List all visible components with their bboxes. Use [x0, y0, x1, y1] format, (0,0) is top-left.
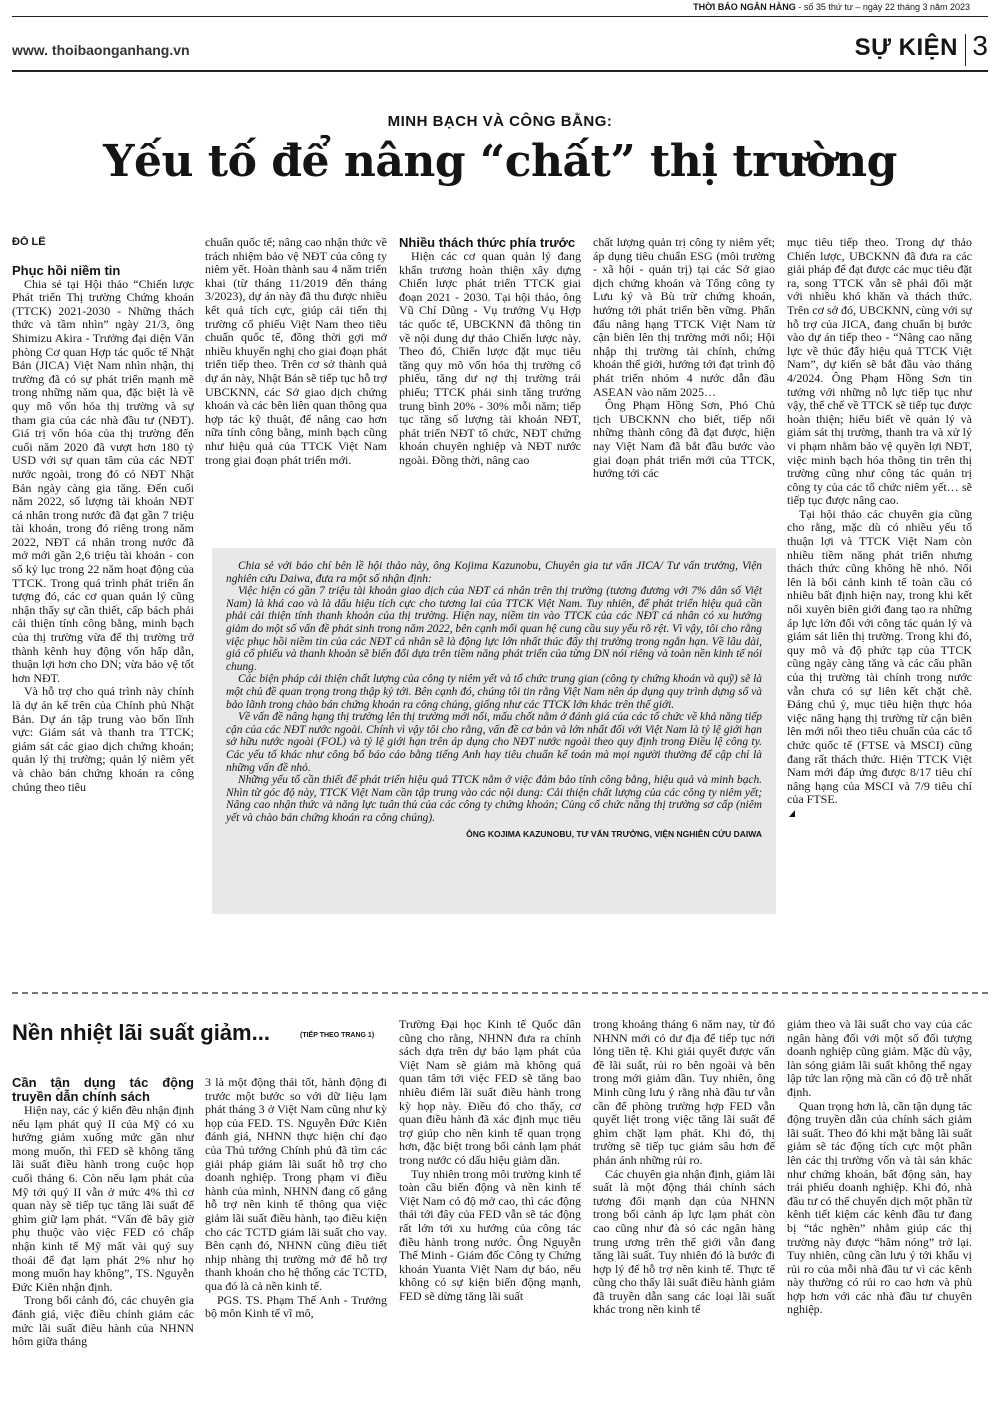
- paragraph: Các chuyên gia nhận định, giảm lãi suất là một động thái chính sách tương đối mạnh dạn của NHNN trong bối cảnh áp lực lạm phát còn cao cũng như đà só các ngân hàng trung ương trên thế giới vẫn đang tăng lãi suất. Tuy nhiên đó là bước đi hợp lý để hỗ trợ nền kinh tế. Thực tế cũng cho thấy lãi suất điều hành giảm đã truyền dẫn sang các loại lãi suất khác trong nền kinh tế: [593, 1166, 775, 1317]
- paragraph: Ông Phạm Hồng Sơn, Phó Chủ tịch UBCKNN cho biết, tiếp nối những thành công đã đạt được, hiện nay Việt Nam đã bắt đầu bước vào giai đoạn phát triển mới của TTCK, hướng tới các: [593, 398, 775, 481]
- article-kicker: MINH BẠCH VÀ CÔNG BẰNG:: [387, 113, 613, 130]
- paragraph: Quan trọng hơn là, cần tận dụng tác động truyền dẫn của chính sách giảm lãi suất. Theo đó khi mặt bằng lãi suất giảm sẽ tác động tích cực một phần lên các thị trường vốn và tài sản khác như chứng khoán, bất động sản, hay trái phiếu doanh nghiệp. Khi đó, nhà đầu tư có thể chuyển dịch một phần từ kênh tiết kiệm các kênh đầu tư đang bị “tắc nghẽn” nhằm giúp các thị trường này được “hâm nóng” trở lại. Tuy nhiên, cũng cần lưu ý tới khẩu vị rủi ro của mỗi nhà đầu tư vì các kênh này thường có rủi ro cao hơn và phù hợp hơn với các nhà đầu tư chuyên nghiệp.: [787, 1098, 972, 1317]
- end-mark-icon: [789, 810, 795, 817]
- article-divider: [12, 992, 988, 994]
- continued-label: (TIẾP THEO TRANG 1): [300, 1032, 375, 1039]
- paragraph: Hiện các cơ quan quản lý đang khẩn trương hoàn thiện xây dựng Chiến lược phát triển TTCK giai đoạn 2021 - 2030. Tại hội thảo, ông Vũ Chí Dũng - Vụ trưởng Vụ Hợp tác quốc tế, UBCKNN đã thông tin về nội dung dự thảo Chiến lược này. Theo đó, Chiến lược đặt mục tiêu tăng quy mô vốn hóa thị trường cổ phiếu, tăng dư nợ thị trường trái phiếu; TTCK phải sinh tăng trưởng trung bình 20% - 30% mỗi năm; tiếp tục tăng số lượng tài khoản NĐT, phát triển NĐT tổ chức, NĐT chứng khoán chuyên nghiệp và NĐT nước ngoài. Đồng thời, nâng cao: [399, 249, 581, 467]
- article-headline: Yếu tố để nâng “chất” thị trường: [103, 136, 897, 187]
- quote-paragraph: Những yếu tố cần thiết để phát triển hiệu quả TTCK nằm ở việc đảm bảo tính công bằng, hiệu quả và minh bạch. Nhìn từ góc độ này, TTCK Việt Nam cần tập trung vào các nội dung: Cải thiện chất lượng của các công ty niêm yết; Nâng cao nhận thức và năng lực tuân thủ của các công ty chứng khoán; Củng cố chức năng thị trường sơ cấp (niêm yết và chào bán chứng khoán ra công chúng).: [226, 774, 762, 824]
- paper-name: THỜI BÁO NGÂN HÀNG: [693, 2, 796, 12]
- quote-attribution: ÔNG KOJIMA KAZUNOBU, TƯ VẤN TRƯỞNG, VIỆN NGHIÊN CỨU DAIWA: [466, 829, 762, 840]
- article1-column-5: [787, 236, 972, 952]
- website-link[interactable]: www. thoibaonganhang.vn: [12, 42, 190, 58]
- author-byline: ĐỖ LÊ: [12, 236, 46, 248]
- paragraph: Chia sẻ tại Hội thảo “Chiến lược Phát triển Thị trường Chứng khoán (TTCK) 2021-2030 - Những thách thức và tầm nhìn” ngày 21/3, ông Shimizu Akira - Trưởng đại diện Văn phòng Cơ quan Hợp tác quốc tế Nhật Bản (JICA) Việt Nam nhìn nhận, thị trường đã có sự phát triển mạnh mẽ trong những năm qua, đặc biệt là về quy mô vốn hóa thị trường và sự tham gia của các nhà đầu tư (NĐT). Giá trị vốn hóa của thị trường đến cuối năm 2020 đã vượt hơn 180 tỷ USD với sự quan tâm của các NĐT nước ngoài, trong đó có NĐT Nhật Bản ngày càng gia tăng. Đến cuối năm 2022, số lượng tài khoản NĐT cá nhân trong nước đã đạt gần 7 triệu tài khoản, trong đó riêng trong năm 2022, NĐT cá nhân trong nước đã mở mới gần 2,6 triệu tài khoản - con số kỷ lục trong 22 năm hoạt động của TTCK. Trong quá trình phát triển ấn tượng đó, các cơ quan quản lý cũng nhận thấy sự cần thiết, cấp bách phải cải thiện tính công bằng, minh bạch của thị trường vừa để thị trường trở thành kênh huy động vốn hấp dẫn, thuận lợi hơn cho DN; vừa bảo vệ tốt hơn NĐT.: [12, 276, 194, 685]
- article2-column-3: [399, 1018, 581, 1402]
- paragraph: chuẩn quốc tế; nâng cao nhận thức về trách nhiệm bảo vệ NĐT của công ty niêm yết. Hoàn thành sau 4 năm triển khai (từ tháng 11/2019 đến tháng 3/2023), dự án này đã thu được nhiều kết quả tích cực, giúp cải tiến thị trường cổ phiếu Việt Nam theo tiêu chuẩn quốc tế, đồng thời gợi mở nhiều khuyến nghị cho giai đoạn phát triển tiếp theo. Trên cơ sở thành quả dự án này, Nhật Bản sẽ tiếp tục hỗ trợ UBCKNN, các Sở giao dịch chứng khoán và các bên liên quan thông qua hợp tác kỹ thuật, để nâng cao hơn nữa tính công bằng, minh bạch cũng như hiệu quả của TTCK Việt Nam trong giai đoạn phát triển mới.: [205, 236, 387, 467]
- quote-paragraph: Các biện pháp cải thiện chất lượng của công ty niêm yết và tổ chức trung gian (công ty chứng khoán và quỹ) sẽ là một chủ đề quan trọng trong thập kỷ tới. Bên cạnh đó, chúng tôi tin rằng Việt Nam nên áp dụng quy trình dựng sổ và bảo lãnh trong chào bán chứng khoán ra công chúng, giống như các TTCK lớn khác trên thế giới.: [226, 673, 762, 711]
- paragraph: 3 là một động thái tốt, hành động đi trước một bước so với dữ liệu lạm phát tháng 3 ở Việt Nam cũng như kỳ họp của FED. TS. Nguyễn Đức Kiên đánh giá, NHNN thực hiện chỉ đạo của Thủ tướng Chính phủ đã tìm các giải pháp giảm lãi suất hỗ trợ cho doanh nghiệp. Trong phạm vi điều hành của mình, NHNN đang cố gắng hỗ trợ nền kinh tế thông qua việc giảm lãi suất điều hành, tạo điều kiện cho các TCTD giảm lãi suất cho vay. Bên cạnh đó, NHNN cũng điều tiết nhịp nhàng thị trường mở để hỗ trợ thanh khoản cho hệ thống các TCTD, qua đó là cả nền kinh tế.: [205, 1076, 387, 1293]
- section-title: SỰ KIỆN: [854, 34, 958, 61]
- top-rule: [12, 16, 988, 17]
- quote-paragraph: Chia sẻ với báo chí bên lề hội thảo này, ông Kojima Kazunobu, Chuyên gia tư vấn JICA/ Tư vấn trưởng, Viện nghiên cứu Daiwa, đưa ra một số nhận định:: [226, 560, 762, 585]
- paragraph: Tại hội thảo các chuyên gia cũng cho rằng, mặc dù có nhiều yếu tố thuận lợi và TTCK Việt Nam còn nhiều tiềm năng phát triển nhưng thách thức cũng không hề nhỏ. Nổi lên là bối cảnh kinh tế toàn cầu có nhiều bất định hiện nay, trong khi kết nối xuyên biên giới đang tạo ra những áp lực lớn đối với công tác quản lý và giám sát liên thị trường. Trong khi đó, quy mô và độ phức tạp của TTCK cũng ngày càng tăng và các cấu phần của thị trường tài chính trong nước vẫn chưa có sự liên kết chặt chẽ. Đáng chú ý, mục tiêu hiện thực hóa việc nâng hạng thị trường từ cận biên lên mới nổi theo tiêu chuẩn của các tổ chức quốc tế (FTSE và MSCI) cũng đang rất thách thức. Hiện TTCK Việt Nam mới đáp ứng được 8/17 tiêu chí nâng hạng của MSCI và 7/9 tiêu chí của FTSE.: [787, 506, 972, 807]
- paragraph: mục tiêu tiếp theo. Trong dự thảo Chiến lược, UBCKNN đã đưa ra các giải pháp để đạt được các mục tiêu đặt ra, song TTCK vẫn sẽ phải đối mặt với nhiều khó khăn và thách thức. Trên cơ sở đó, UBCKNN, cùng với sự hỗ trợ của JICA, đang chuẩn bị bước vào dự án tiếp theo - “Nâng cao năng lực về thúc đẩy hiệu quả TTCK Việt Nam”, dự kiến sẽ bắt đầu vào tháng 4/2024. Ông Phạm Hồng Sơn tin tưởng với những nỗ lực tiếp tục như vậy, thể chế về TTCK sẽ tiếp tục được hoàn thiện; hiểu biết về quản lý và giám sát thị trường, thanh tra và xử lý vi phạm nhằm bảo vệ quyền lợi NĐT, việc minh bạch hóa thông tin trên thị trường cũng như công tác quản trị công ty của các tổ chức niêm yết… sẽ tiếp tục được nâng cao.: [787, 236, 972, 508]
- article2-column-2: [205, 1076, 387, 1402]
- paragraph: PGS. TS. Phạm Thế Anh - Trưởng bộ môn Kinh tế vĩ mô,: [205, 1292, 387, 1321]
- article2-column-5: [787, 1018, 972, 1402]
- article1-column-3: [399, 236, 581, 532]
- top-bar: [0, 0, 1000, 14]
- paragraph: Tuy nhiên trong môi trường kinh tế toàn cầu biến động và nền kinh tế Việt Nam có độ mở cao, thì các động thái tới đây của FED vẫn sẽ tác động rất lớn tới xu hướng của công tác điều hành trong nước. Ông Nguyễn Thế Minh - Giám đốc Công ty Chứng khoán Yuanta Việt Nam dự báo, nếu không có sự kiện biến động mạnh, FED sẽ dừng tăng lãi suất: [399, 1166, 581, 1303]
- paragraph: Hiện nay, các ý kiến đều nhận định nếu lạm phát quý II của Mỹ có xu hướng giảm xuống mức gần như mong muốn, thì FED sẽ không tăng lãi suất điều hành trong cuộc họp cuối tháng 6. Còn nếu lạm phát của Mỹ tới quý II vẫn ở mức 4% thì cơ quan này sẽ tiếp tục tăng lãi suất để ghìm giữ lạm phát. “Vấn đề bây giờ phụ thuộc vào việc FED có chấp nhận kinh tế Mỹ mất vài quý suy thoái để đạt lạm phát 2% như họ mong muốn hay không”, TS. Nguyễn Đức Kiên nhận định.: [12, 1103, 194, 1294]
- article2-column-1: [12, 1076, 194, 1402]
- paragraph: Trường Đại học Kinh tế Quốc dân cũng cho rằng, NHNN đưa ra chính sách dựa trên dự báo lạm phát của Việt Nam sẽ giảm mà không quá quan tâm tới việc FED sẽ tăng bao nhiêu điểm lãi suất điều hành trong kỳ họp này. Điều đó cho thấy, cơ quan điều hành đã xác định mục tiêu trợ giúp cho nền kinh tế quan trọng hơn, đặc biệt trong bối cảnh lạm phát trong nước có dấu hiệu giảm dần.: [399, 1018, 581, 1167]
- subheading: Cần tận dụng tác động truyền dẫn chính sách: [12, 1076, 194, 1104]
- paragraph: giảm theo và lãi suất cho vay của các ngân hàng đối với một số đối tượng doanh nghiệp cũng giảm. Mặc dù vậy, làn sóng giảm lãi suất không thể ngay lập tức lan rộng mà cần có độ trễ nhất định.: [787, 1018, 972, 1099]
- quote-paragraph: Việc hiện có gần 7 triệu tài khoản giao dịch của NĐT cá nhân trên thị trường (tương đương với 7% dân số Việt Nam) là khá cao và là dấu hiệu tích cực cho tương lai của TTCK Việt Nam. Tuy nhiên, để phát triển hiệu quả cần phải cải thiện tính thanh khoản của thị trường. Hiện nay, niềm tin vào TTCK của các NĐT cá nhân có xu hướng giảm do một số vấn đề phát sinh trong năm 2022, bên cạnh mối quan hệ cung cầu suy yếu rõ rệt. Vì vậy, tôi cho rằng việc phục hồi niềm tin của các NĐT cá nhân sẽ là động lực lớn nhất thúc đẩy thị trường trong ngắn hạn. Về lâu dài, giá cổ phiếu và thanh khoản sẽ biến đổi dựa trên tiềm năng phát triển của từng DN nói riêng và toàn nền kinh tế nói chung.: [226, 585, 762, 673]
- header-rule: [12, 70, 988, 72]
- paragraph: trong khoảng tháng 6 năm nay, từ đó NHNN mới có dư địa để tiếp tục nới lỏng tiền tệ. Khi giải quyết được vấn đề lãi suất, rủi ro bên ngoài và bên trong mới giảm dần. Tuy nhiên, ông Minh cũng lưu ý rằng nhà đầu tư vẫn cần để phòng trường hợp FED vẫn quyết liệt trong việc tăng lãi suất để ghìm chặt lạm phát. Khi đó, thị trường sẽ tiếp tục giảm sâu hơn để phản ánh những rủi ro.: [593, 1018, 775, 1167]
- subheading: Nhiều thách thức phía trước: [399, 236, 576, 250]
- article1-column-2: [205, 236, 387, 532]
- paragraph: Và hỗ trợ cho quá trình này chính là dự án kể trên của Chính phủ Nhật Bản. Dự án tập trung vào bốn lĩnh vực: Giám sát và thanh tra TTCK; giám sát các giao dịch chứng khoán; quản lý thị trường; quản lý niêm yết và chào bán chứng khoán ra công chúng theo tiêu: [12, 684, 194, 794]
- subheading: Phục hồi niềm tin: [12, 262, 121, 278]
- quote-paragraph: Về vấn đề nâng hạng thị trường lên thị trường mới nổi, mấu chốt nằm ở đánh giá của các tổ chức về khả năng tiếp cận của các NĐT nước ngoài. Chính vì vậy tôi cho rằng, vấn đề cơ bản và lớn nhất đối với Việt Nam là tỷ lệ giới hạn sở hữu nước ngoài (FOL) và tỷ lệ giới hạn trên áp dụng cho NĐT nước ngoài theo quy định trong Điều lệ công ty. Các yếu tố khác như công bố báo cáo bằng tiếng Anh hay tiêu chuẩn kế toán mà mọi người thường để cập chỉ là những vấn đề nhỏ.: [226, 711, 762, 774]
- article2-headline: Nền nhiệt lãi suất giảm...: [12, 1020, 270, 1045]
- issue-info: - số 35 thứ tư – ngày 22 tháng 3 năm 2023: [798, 2, 970, 12]
- quote-box: [212, 548, 776, 914]
- paragraph: Trong bối cảnh đó, các chuyên gia đánh giá, việc điều chỉnh giảm các mức lãi suất điều hành của NHNN hôm giữa tháng: [12, 1293, 194, 1349]
- section-divider: [965, 34, 966, 66]
- paragraph: chất lượng quản trị công ty niêm yết; áp dụng tiêu chuẩn ESG (môi trường - xã hội - quản trị) tại các Sở giao dịch chứng khoán và Tổng công ty Lưu ký và Bù trừ chứng khoán, hướng tới phát triển bền vững. Phấn đấu nâng hạng TTCK Việt Nam từ cận biên lên thị trường mới nổi; Hội nhập thị trường tài chính, chứng khoán thế giới, hướng tới đạt trình độ phát triển nhóm 4 nước dẫn đầu ASEAN vào năm 2025…: [593, 236, 775, 399]
- article1-column-1: [12, 236, 194, 948]
- page-number: 3: [972, 30, 988, 61]
- article2-column-4: [593, 1018, 775, 1402]
- article1-column-4: [593, 236, 775, 532]
